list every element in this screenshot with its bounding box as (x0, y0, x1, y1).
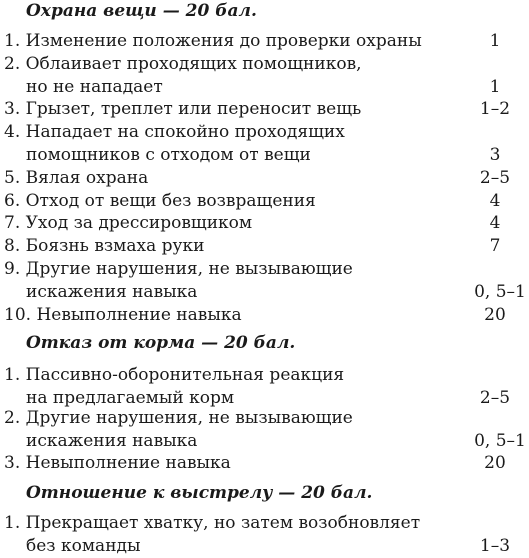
item-score: 7 (489, 236, 501, 256)
section-title: Отказ от корма — 20 бал. (26, 333, 296, 353)
item-score: 1–2 (479, 99, 511, 119)
item-text: 3. Невыполнение навыка (4, 453, 231, 473)
item-text: 7. Уход за дрессировщиком (4, 213, 253, 233)
item-text: 5. Вялая охрана (4, 168, 149, 188)
item-text-continued: без команды (26, 536, 141, 556)
item-text-continued: но не нападает (26, 77, 163, 97)
item-score: 4 (489, 191, 501, 211)
item-text: 4. Нападает на спокойно проходящих (4, 122, 345, 142)
item-score: 1 (489, 31, 501, 51)
item-text: 2. Другие нарушения, не вызывающие (4, 408, 353, 428)
item-text: 10. Невыполнение навыка (4, 305, 242, 325)
item-score: 2–5 (479, 168, 511, 188)
section-title: Отношение к выстрелу — 20 бал. (26, 483, 373, 503)
item-text: 8. Боязнь взмаха руки (4, 236, 205, 256)
section-title: Охрана вещи — 20 бал. (26, 1, 257, 21)
item-text: 1. Изменение положения до проверки охраны (4, 31, 422, 51)
item-text: 1. Пассивно-оборонительная реакция (4, 365, 345, 385)
item-text-continued: на предлагаемый корм (26, 388, 235, 408)
item-score: 3 (489, 145, 501, 165)
item-score: 1–3 (479, 536, 511, 556)
item-score: 4 (489, 213, 501, 233)
item-score: 20 (484, 453, 506, 473)
item-text-continued: искажения навыка (26, 282, 198, 302)
item-text: 1. Прекращает хватку, но затем возобновляет (4, 513, 421, 533)
item-score: 0, 5–1 (474, 431, 526, 451)
item-score: 1 (489, 77, 501, 97)
item-text: 6. Отход от вещи без возвращения (4, 191, 316, 211)
item-score: 2–5 (479, 388, 511, 408)
item-score: 20 (484, 305, 506, 325)
item-text-continued: помощников с отходом от вещи (26, 145, 311, 165)
item-text: 2. Облаивает проходящих помощников, (4, 54, 362, 74)
item-text: 9. Другие нарушения, не вызывающие (4, 259, 353, 279)
item-text: 3. Грызет, треплет или переносит вещь (4, 99, 362, 119)
item-score: 0, 5–1 (474, 282, 526, 302)
item-text-continued: искажения навыка (26, 431, 198, 451)
